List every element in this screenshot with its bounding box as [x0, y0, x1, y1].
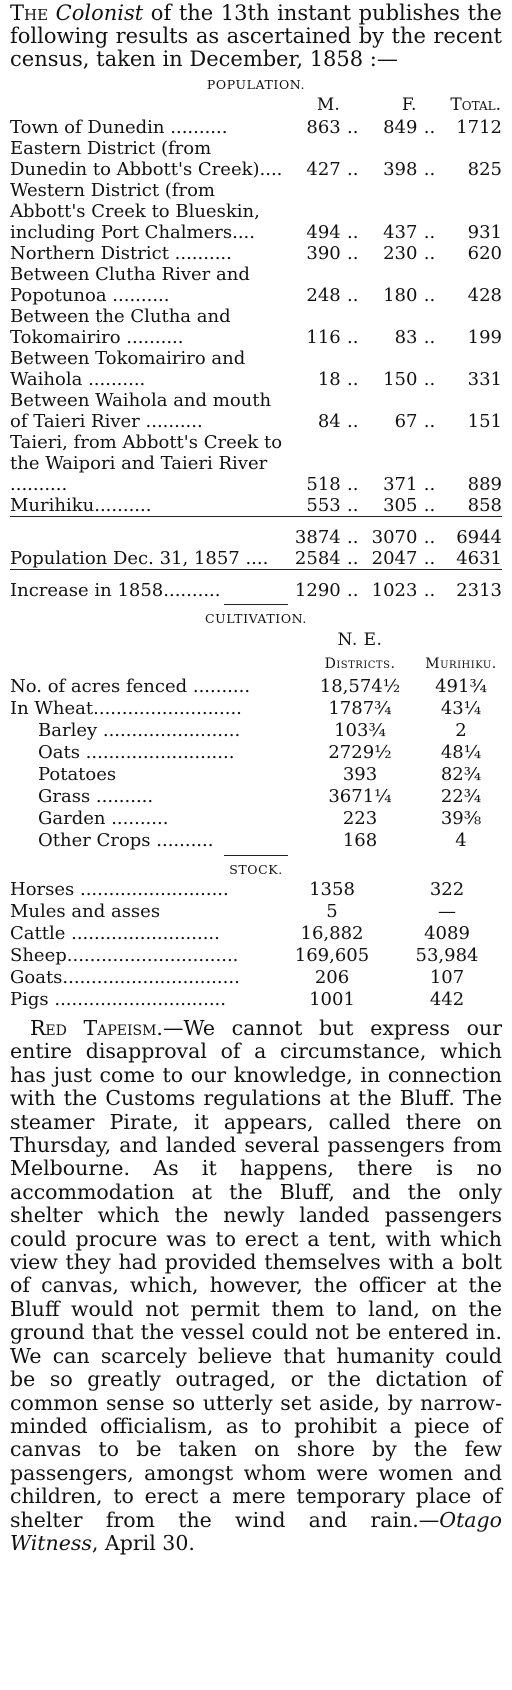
male-count: 518: [306, 474, 341, 495]
ne-districts-value: 169,605: [294, 945, 370, 966]
crop-label: Barley ........................: [38, 720, 241, 741]
crop-label: No. of acres fenced ..........: [10, 676, 251, 697]
dot-leader: ..: [423, 285, 436, 306]
crop-label: Grass ..........: [38, 786, 154, 807]
female-count: 230: [383, 243, 418, 264]
population-row: [10, 138, 502, 180]
article-source: Otago Witness: [10, 1507, 502, 1555]
murihiku-value: 491¾: [435, 676, 487, 697]
dot-leader: ..: [347, 243, 359, 264]
stock-row: [10, 945, 502, 967]
ne-districts-value: 18,574½: [319, 676, 401, 697]
dot-leader: ..: [423, 495, 436, 516]
female-count: 150: [383, 369, 418, 390]
dot-leader: ..: [347, 285, 359, 306]
dot-leader: ..: [423, 222, 436, 243]
cultivation-row: [10, 764, 502, 786]
murihiku-value: 82¾: [440, 764, 482, 785]
crop-label: Oats ..........................: [38, 742, 235, 763]
cultivation-table: [10, 628, 502, 852]
population-row: [10, 348, 502, 390]
population-body: [10, 117, 502, 517]
dot-leader: ..: [347, 411, 359, 432]
male-count: 390: [306, 243, 341, 264]
male-count: 84: [317, 411, 341, 432]
female-count: 305: [383, 495, 418, 516]
male-count: 863: [306, 117, 341, 138]
total-male: 3874: [288, 517, 341, 549]
male-count: 248: [306, 285, 341, 306]
total-all: 6944: [441, 517, 502, 549]
population-row: [10, 117, 502, 138]
col-female: F.: [401, 95, 417, 115]
ne-districts-value: 5: [326, 901, 338, 922]
section-divider: [224, 604, 288, 605]
total-count: 428: [467, 285, 502, 306]
stock-row: [10, 989, 502, 1011]
dot-leader: ..: [423, 474, 436, 495]
stock-label: Cattle ..........................: [10, 923, 220, 944]
male-count: 494: [306, 222, 341, 243]
cultivation-row: [10, 786, 502, 808]
murihiku-value: 4: [455, 830, 467, 851]
increase-female: 1023: [365, 570, 418, 602]
district-label: Northern District ..........: [10, 243, 232, 264]
total-count: 825: [467, 159, 502, 180]
col-murihiku: Murihiku.: [425, 656, 497, 672]
ne-districts-value: 393: [342, 764, 378, 785]
dot-leader: ..: [423, 159, 436, 180]
total-count: 620: [467, 243, 502, 264]
murihiku-value: 43¼: [440, 698, 482, 719]
increase-total: 2313: [441, 570, 502, 602]
ne-districts-value: 168: [342, 830, 378, 851]
female-count: 83: [394, 327, 418, 348]
ne-districts-value: 1787¾: [328, 698, 392, 719]
murihiku-value: 4089: [424, 923, 470, 944]
female-count: 371: [383, 474, 418, 495]
female-count: 437: [383, 222, 418, 243]
prev-total: 4631: [456, 548, 502, 569]
total-female: 3070: [365, 517, 418, 549]
increase-male: 1290: [288, 570, 341, 602]
district-label: Between Waihola and mouth of Taieri River ..........: [10, 390, 272, 432]
total-count: 889: [467, 474, 502, 495]
dot-leader: ..: [347, 474, 359, 495]
newspaper-column: [10, 0, 502, 1555]
dot-leader: ..: [347, 495, 359, 516]
population-table: [10, 94, 502, 601]
population-header-row: [10, 94, 502, 117]
intro-text: of the 13th instant publishes the following results as ascertained by the recent census, taken in December, 1858 :—: [10, 1, 502, 71]
murihiku-value: 2: [455, 720, 467, 741]
district-label: Eastern District (from Dunedin to Abbott's Creek)....: [10, 138, 283, 180]
ne-districts-value: 16,882: [300, 923, 364, 944]
total-count: 331: [467, 369, 502, 390]
population-row: [10, 243, 502, 264]
female-count: 180: [383, 285, 418, 306]
population-row: [10, 180, 502, 243]
murihiku-value: 107: [429, 967, 465, 988]
stock-label: Horses ..........................: [10, 879, 229, 900]
murihiku-value: 442: [429, 989, 465, 1010]
district-label: Between Tokomairiro and Waihola ..........: [10, 348, 246, 390]
stock-label: Sheep..............................: [10, 945, 239, 966]
stock-label: Pigs ..............................: [10, 989, 226, 1010]
intro-the: The: [10, 1, 49, 25]
col-total: Total.: [450, 95, 501, 115]
district-label: Between Clutha River and Popotunoa ..........: [10, 264, 250, 306]
intro-paragraph: [10, 2, 502, 71]
dot-leader: ..: [423, 411, 436, 432]
female-count: 67: [394, 411, 418, 432]
cultivation-row: [10, 720, 502, 742]
ne-districts-value: 206: [314, 967, 350, 988]
article-paragraph: [10, 1017, 502, 1555]
crop-label: Other Crops ..........: [38, 830, 214, 851]
murihiku-value: 48¼: [440, 742, 482, 763]
murihiku-value: 53,984: [415, 945, 479, 966]
crop-label: In Wheat..........................: [10, 698, 242, 719]
population-row: [10, 390, 502, 432]
crop-label: Garden ..........: [38, 808, 169, 829]
total-count: 931: [467, 222, 502, 243]
ne-districts-value: 103¾: [334, 720, 386, 741]
stock-table: [10, 879, 502, 1011]
dot-leader: ..: [347, 222, 359, 243]
dot-leader: ..: [347, 117, 359, 138]
district-label: Western District (from Abbott's Creek to Blueskin, including Port Chalmers....: [10, 180, 260, 243]
ne-districts-value: 3671¼: [328, 786, 392, 807]
ne-districts-value: 2729½: [328, 742, 392, 763]
ne-districts-value: 223: [342, 808, 378, 829]
dot-leader: ..: [423, 117, 436, 138]
article-date: , April 30.: [91, 1530, 195, 1555]
cultivation-row: [10, 698, 502, 720]
population-row: [10, 432, 502, 495]
prev-label: Population Dec. 31, 1857 ....: [10, 548, 269, 569]
murihiku-value: 39⅜: [440, 808, 482, 829]
crop-label: Potatoes: [38, 764, 117, 785]
male-count: 116: [306, 327, 341, 348]
murihiku-value: 322: [429, 879, 465, 900]
male-count: 427: [306, 159, 341, 180]
male-count: 18: [317, 369, 341, 390]
newspaper-name: Colonist: [55, 1, 144, 25]
male-count: 553: [306, 495, 341, 516]
section-divider: [224, 855, 288, 856]
dot-leader: ..: [347, 159, 359, 180]
district-label: Taieri, from Abbott's Creek to the Waipori and Taieri River ..........: [10, 432, 283, 495]
total-count: 199: [467, 327, 502, 348]
total-count: 151: [467, 411, 502, 432]
increase-label: Increase in 1858..........: [10, 570, 288, 602]
col-ne-a: N. E.: [337, 630, 383, 650]
stock-heading: STOCK.: [229, 862, 283, 877]
cultivation-row: [10, 676, 502, 698]
dot-leader: ..: [347, 369, 359, 390]
stock-row: [10, 923, 502, 945]
col-male: M.: [316, 95, 340, 115]
female-count: 849: [383, 117, 418, 138]
district-label: Town of Dunedin ..........: [10, 117, 228, 138]
cultivation-row: [10, 830, 502, 852]
female-count: 398: [383, 159, 418, 180]
col-ne-districts: Districts.: [324, 656, 396, 672]
stock-row: [10, 967, 502, 989]
dot-leader: ..: [423, 243, 436, 264]
stock-row: [10, 901, 502, 923]
stock-body: [10, 879, 502, 1011]
murihiku-value: 22¾: [440, 786, 482, 807]
ne-districts-value: 1358: [309, 879, 355, 900]
population-prev-row: Population Dec. 31, 1857 .... 2584 .. 2047 .. 4631: [10, 548, 502, 569]
dot-leader: ..: [423, 369, 436, 390]
population-heading: POPULATION.: [206, 77, 306, 92]
population-increase-row: Increase in 1858.......... 1290 .. 1023 .. 2313: [10, 570, 502, 602]
total-count: 1712: [456, 117, 502, 138]
total-count: 858: [467, 495, 502, 516]
cultivation-row: [10, 808, 502, 830]
stock-row: [10, 879, 502, 901]
population-row: [10, 264, 502, 306]
district-label: Between the Clutha and Tokomairiro ..........: [10, 306, 231, 348]
stock-label: Mules and asses: [10, 901, 161, 922]
dot-leader: ..: [347, 327, 359, 348]
prev-female: 2047: [371, 548, 418, 569]
dot-leader: ..: [423, 327, 436, 348]
district-label: Murihiku..........: [10, 495, 152, 516]
population-total-row: 3874 .. 3070 .. 6944: [10, 517, 502, 549]
cultivation-heading: CULTIVATION.: [204, 611, 307, 626]
ne-districts-value: 1001: [309, 989, 355, 1010]
cultivation-row: [10, 742, 502, 764]
murihiku-value: —: [438, 901, 456, 922]
prev-male: 2584: [294, 548, 341, 569]
population-row: [10, 306, 502, 348]
article-title: Red Tapeism.: [30, 1016, 163, 1040]
population-row: [10, 495, 502, 517]
cultivation-body: [10, 676, 502, 852]
stock-label: Goats...............................: [10, 967, 240, 988]
article-body: —We cannot but express our entire disapproval of a circumstance, which has just come to our knowledge, in connection with the Customs regulations at the Bluff. The steamer Pirate, it appears, called there on Thursday, and landed several passengers from Melbourne. As it happens, there is no accommodation at the Bluff, and the only shelter which the newly landed passengers could procure was to erect a tent, with which view they had provided themselves with a bolt of canvas, which, however, the officer at the Bluff would not permit them to land, on the ground that the vessel could not be entered in. We can scarcely believe that humanity could be so greatly outraged, or the dictation of common sense so utterly set aside, by narrow-minded officialism, as to prohibit a piece of canvas to be taken on shore by the few passengers, amongst whom were women and children, to erect a mere temporary place of shelter from the wind and rain.—: [10, 1016, 502, 1532]
